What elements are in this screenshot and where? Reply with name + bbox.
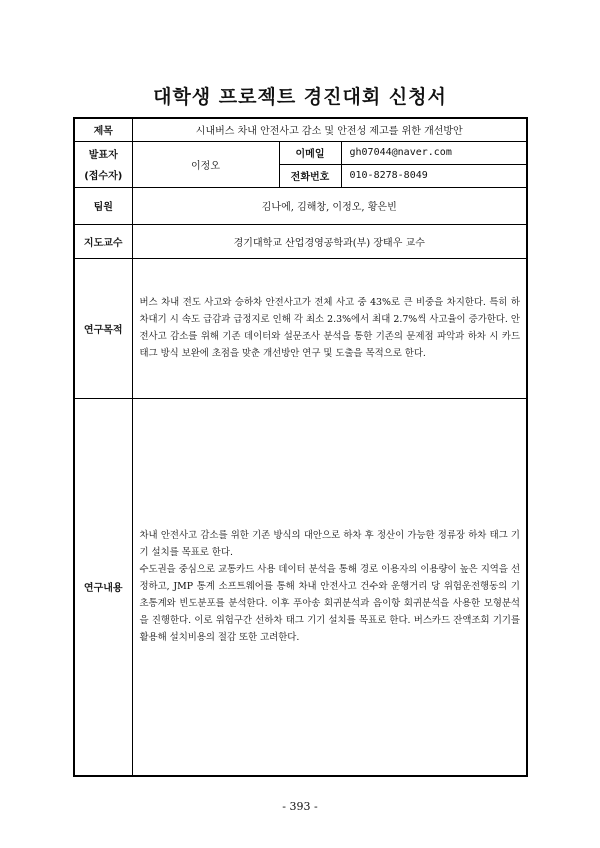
row-title — [74, 118, 527, 141]
presenter-label-line2: (접수자) — [84, 171, 123, 182]
content-text — [132, 398, 527, 776]
email-value: gh07044@naver.com — [341, 141, 527, 164]
content-paragraph-2: 수도권을 중심으로 교통카드 사용 데이터 분석을 통해 경로 이용자의 이용량이 높은 지역을 선정하고, JMP 통계 소프트웨어를 통해 차내 안전사고 건수와 운행거리 당 위험운전행동의 기초통계와 빈도분포를 분석한다. 이후 푸아송 회귀분석과 음이항 회귀분석을 사용한 모형분석을 진행한다. 이로 위험구간 선하차 태그 기기 설치를 목표로 한다. 버스카드 잔액조회 기기를 활용해 설치비용의 절감 또한 고려한다. — [139, 564, 520, 644]
advisor-value: 경기대학교 산업경영공학과(부) 장태우 교수 — [132, 224, 527, 258]
advisor-label: 지도교수 — [74, 224, 132, 258]
presenter-label-line1: 발표자 — [88, 150, 118, 161]
presenter-name: 이정오 — [132, 141, 279, 187]
document-title: 대학생 프로젝트 경진대회 신청서 — [153, 86, 447, 108]
application-form — [73, 117, 528, 777]
row-team — [74, 187, 527, 224]
purpose-paragraph: 버스 차내 전도 사고와 승하차 안전사고가 전체 사고 중 43%로 큰 비중을 차지한다. 특히 하차대기 시 속도 급감과 급정지로 인해 각 최소 2.3%에서 최대 2.7%씩 사고율이 증가한다. 안전사고 감소를 위해 기존 데이터와 설문조사 분석을 통한 기존의 문제점 파악과 하차 시 카드 태그 방식 보완에 초점을 맞춘 개선방안 연구 및 도출을 목적으로 한다. — [139, 297, 520, 359]
title-value: 시내버스 차내 안전사고 감소 및 안전성 제고를 위한 개선방안 — [132, 118, 527, 141]
row-purpose — [74, 258, 527, 398]
team-value: 김나에, 김해창, 이정오, 황은빈 — [132, 187, 527, 224]
team-label: 팀원 — [74, 187, 132, 224]
row-presenter-email — [74, 141, 527, 164]
email-label: 이메일 — [279, 141, 341, 164]
page-number: - 393 - — [282, 800, 318, 813]
content-paragraph-1: 차내 안전사고 감소를 위한 기존 방식의 대안으로 하차 후 정산이 가능한 정류장 하차 태그 기기 설치를 목표로 한다. — [139, 530, 520, 559]
row-content — [74, 398, 527, 776]
row-advisor — [74, 224, 527, 258]
content-label: 연구내용 — [74, 398, 132, 776]
title-label: 제목 — [74, 118, 132, 141]
purpose-label: 연구목적 — [74, 258, 132, 398]
presenter-label — [74, 141, 132, 187]
purpose-text — [132, 258, 527, 398]
phone-value: 010-8278-8049 — [341, 164, 527, 187]
phone-label: 전화번호 — [279, 164, 341, 187]
